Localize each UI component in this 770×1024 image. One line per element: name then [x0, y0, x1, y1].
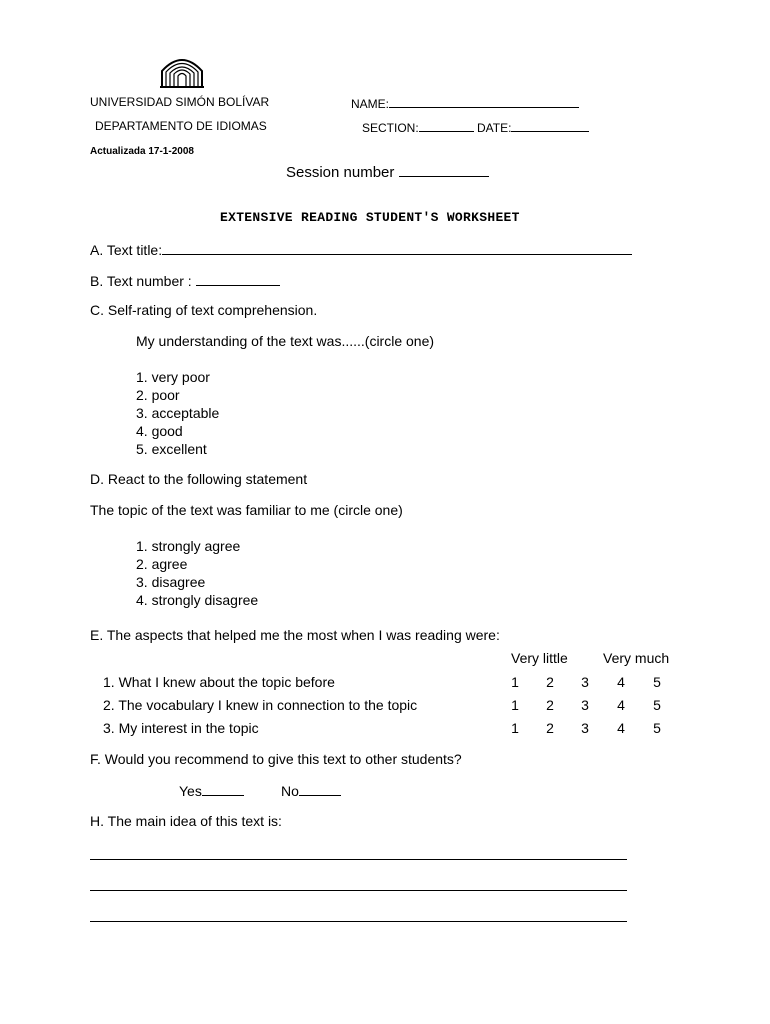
text-number-field[interactable]: [90, 271, 280, 289]
name-blank[interactable]: [389, 95, 579, 108]
rating-option[interactable]: 5: [653, 674, 661, 690]
text-number-label: B. Text number :: [90, 273, 192, 289]
section-d-heading: D. React to the following statement: [90, 471, 308, 487]
page-title: EXTENSIVE READING STUDENT'S WORKSHEET: [220, 210, 520, 225]
agreement-option[interactable]: 4. strongly disagree: [136, 592, 259, 608]
scale-high-label: Very much: [603, 650, 670, 666]
department-name: DEPARTAMENTO DE IDIOMAS: [95, 119, 267, 133]
comprehension-option[interactable]: 3. acceptable: [136, 405, 220, 421]
answer-line[interactable]: [90, 921, 627, 922]
agreement-option[interactable]: 1. strongly agree: [136, 538, 241, 554]
text-title-field[interactable]: [90, 240, 632, 258]
section-d-statement: The topic of the text was familiar to me (circle one): [90, 502, 403, 518]
section-blank[interactable]: [419, 119, 474, 132]
rating-option[interactable]: 3: [581, 720, 589, 736]
comprehension-option[interactable]: 4. good: [136, 423, 183, 439]
name-label: NAME:: [351, 97, 390, 111]
rating-option[interactable]: 1: [511, 720, 519, 736]
agreement-option[interactable]: 3. disagree: [136, 574, 206, 590]
aspect-item: 1. What I knew about the topic before: [103, 674, 335, 690]
section-c-heading: C. Self-rating of text comprehension.: [90, 302, 318, 318]
rating-option[interactable]: 2: [546, 697, 554, 713]
section-label: SECTION:: [362, 121, 419, 135]
section-date-field[interactable]: [362, 119, 589, 135]
university-name: UNIVERSIDAD SIMÓN BOLÍVAR: [90, 95, 270, 109]
no-label: No: [281, 783, 299, 799]
comprehension-option[interactable]: 1. very poor: [136, 369, 210, 385]
text-number-blank[interactable]: [196, 271, 280, 286]
text-title-label: A. Text title:: [90, 242, 163, 258]
answer-line[interactable]: [90, 890, 627, 891]
agreement-option[interactable]: 2. agree: [136, 556, 188, 572]
section-e-heading: E. The aspects that helped me the most when I was reading were:: [90, 627, 500, 643]
section-c-prompt: My understanding of the text was......(circle one): [136, 333, 435, 349]
comprehension-option[interactable]: 2. poor: [136, 387, 180, 403]
rating-option[interactable]: 3: [581, 674, 589, 690]
answer-line[interactable]: [90, 859, 627, 860]
no-field[interactable]: [281, 782, 341, 799]
section-f-heading: F. Would you recommend to give this text to other students?: [90, 751, 462, 767]
aspect-item: 3. My interest in the topic: [103, 720, 259, 736]
yes-field[interactable]: [179, 782, 244, 799]
date-label: DATE:: [477, 121, 512, 135]
rating-option[interactable]: 4: [617, 674, 625, 690]
aspect-item: 2. The vocabulary I knew in connection to the topic: [103, 697, 418, 713]
date-blank[interactable]: [511, 119, 589, 132]
text-title-blank[interactable]: [162, 240, 632, 255]
session-number-field[interactable]: [286, 162, 489, 181]
rating-option[interactable]: 2: [546, 674, 554, 690]
comprehension-option[interactable]: 5. excellent: [136, 441, 207, 457]
rating-option[interactable]: 2: [546, 720, 554, 736]
scale-low-label: Very little: [511, 650, 568, 666]
rating-option[interactable]: 5: [653, 697, 661, 713]
section-h-heading: H. The main idea of this text is:: [90, 813, 282, 829]
rating-option[interactable]: 4: [617, 720, 625, 736]
rating-option[interactable]: 3: [581, 697, 589, 713]
name-field[interactable]: [351, 95, 579, 111]
session-label: Session number: [286, 164, 395, 181]
session-blank[interactable]: [399, 162, 489, 177]
no-blank[interactable]: [299, 782, 341, 796]
rating-option[interactable]: 5: [653, 720, 661, 736]
university-logo-icon: [158, 55, 206, 89]
yes-label: Yes: [179, 783, 202, 799]
rating-option[interactable]: 1: [511, 697, 519, 713]
updated-date: Actualizada 17-1-2008: [90, 146, 194, 157]
rating-option[interactable]: 4: [617, 697, 625, 713]
yes-blank[interactable]: [202, 782, 244, 796]
rating-option[interactable]: 1: [511, 674, 519, 690]
